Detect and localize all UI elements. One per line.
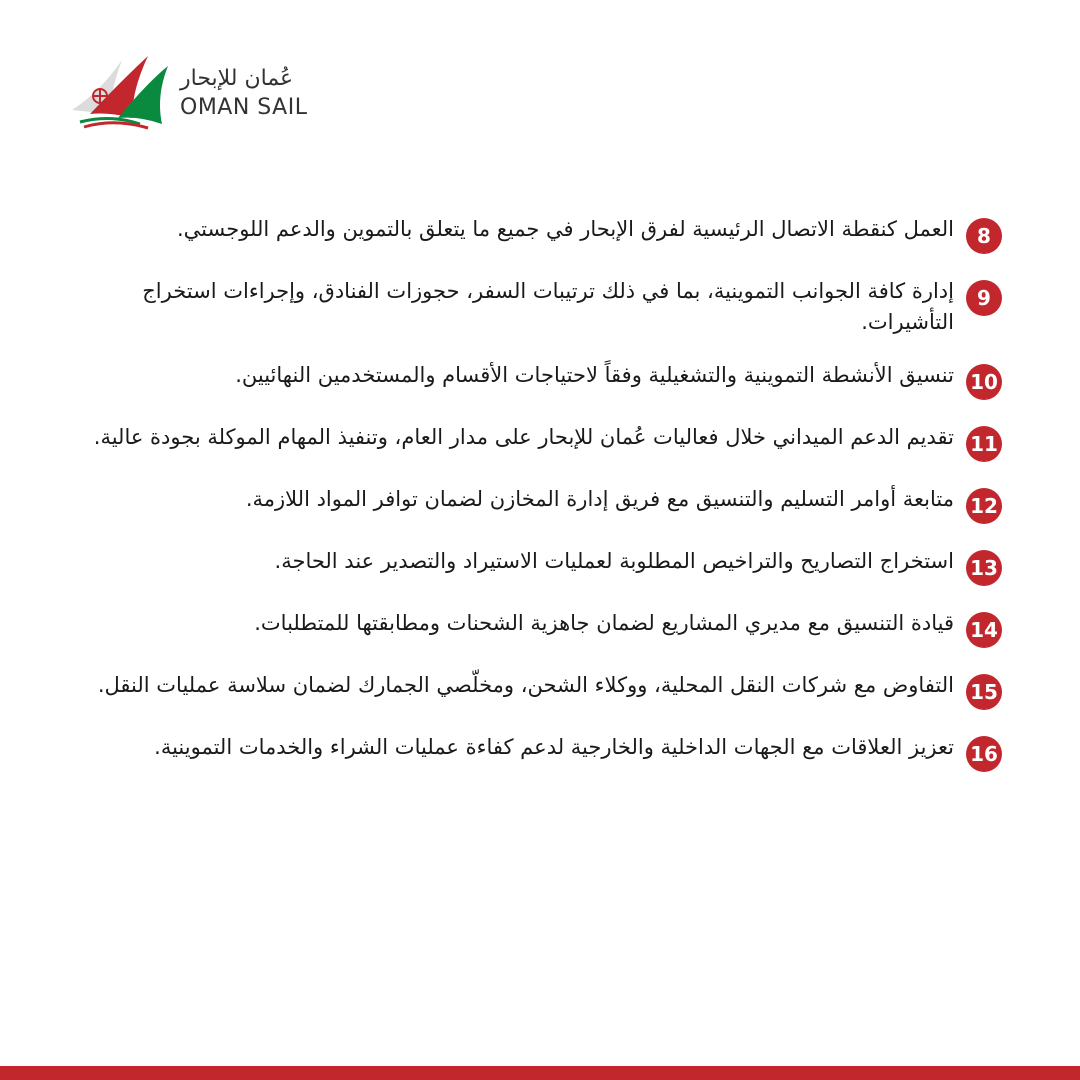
item-number-badge: 11 bbox=[966, 426, 1002, 462]
item-number-badge: 8 bbox=[966, 218, 1002, 254]
list-item bbox=[90, 422, 1002, 462]
list-item bbox=[90, 732, 1002, 772]
item-number-badge: 13 bbox=[966, 550, 1002, 586]
item-text: التفاوض مع شركات النقل المحلية، ووكلاء الشحن، ومخلّصي الجمارك لضمان سلاسة عمليات النقل. bbox=[97, 673, 954, 697]
item-number-badge: 15 bbox=[966, 674, 1002, 710]
sail-logo-icon bbox=[70, 52, 180, 132]
logo-arabic-text: عُمان للإبحار bbox=[180, 66, 294, 91]
logo-english-text: OMAN SAIL bbox=[180, 95, 308, 120]
item-text: قيادة التنسيق مع مديري المشاريع لضمان جاهزية الشحنات ومطابقتها للمتطلبات. bbox=[254, 611, 954, 635]
list-item bbox=[90, 670, 1002, 710]
oman-sail-logo bbox=[70, 52, 300, 132]
item-text: إدارة كافة الجوانب التموينية، بما في ذلك ترتيبات السفر، حجوزات الفنادق، وإجراءات استخراج التأشيرات. bbox=[142, 279, 954, 334]
list-item bbox=[90, 546, 1002, 586]
item-text: تنسيق الأنشطة التموينية والتشغيلية وفقاً لاحتياجات الأقسام والمستخدمين النهائيين. bbox=[235, 363, 954, 387]
item-text: تقديم الدعم الميداني خلال فعاليات عُمان للإبحار على مدار العام، وتنفيذ المهام الموكلة بجودة عالية. bbox=[93, 425, 954, 449]
item-number-badge: 16 bbox=[966, 736, 1002, 772]
item-text: العمل كنقطة الاتصال الرئيسية لفرق الإبحار في جميع ما يتعلق بالتموين والدعم اللوجستي. bbox=[176, 217, 954, 241]
item-number-badge: 12 bbox=[966, 488, 1002, 524]
bottom-accent-bar bbox=[0, 1066, 1080, 1080]
item-text: استخراج التصاريح والتراخيص المطلوبة لعمليات الاستيراد والتصدير عند الحاجة. bbox=[274, 549, 954, 573]
list-item bbox=[90, 276, 1002, 338]
item-number-badge: 14 bbox=[966, 612, 1002, 648]
list-item bbox=[90, 608, 1002, 648]
list-item bbox=[90, 214, 1002, 254]
item-number-badge: 9 bbox=[966, 280, 1002, 316]
duties-list bbox=[90, 214, 1002, 794]
list-item bbox=[90, 360, 1002, 400]
item-number-badge: 10 bbox=[966, 364, 1002, 400]
list-item bbox=[90, 484, 1002, 524]
item-text: تعزيز العلاقات مع الجهات الداخلية والخارجية لدعم كفاءة عمليات الشراء والخدمات التموينية. bbox=[154, 735, 954, 759]
item-text: متابعة أوامر التسليم والتنسيق مع فريق إدارة المخازن لضمان توافر المواد اللازمة. bbox=[245, 487, 954, 511]
